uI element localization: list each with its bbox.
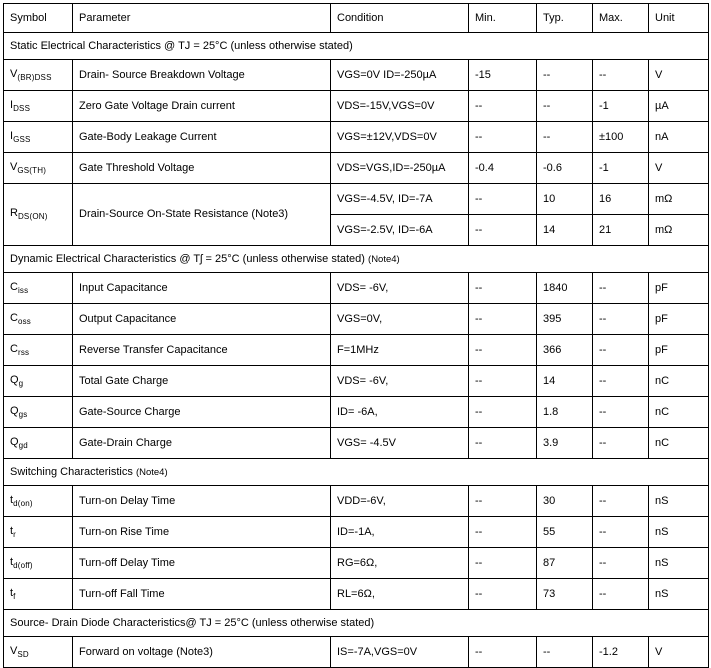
- row-typ: 1.8: [537, 397, 593, 428]
- row-max: 21: [593, 215, 649, 246]
- row-min: --: [469, 184, 537, 215]
- row-symbol: [4, 637, 73, 668]
- symbol-subscript: gs: [18, 410, 28, 419]
- row-unit: µA: [649, 91, 709, 122]
- row-max: -1.2: [593, 637, 649, 668]
- row-max: 16: [593, 184, 649, 215]
- row-max: --: [593, 60, 649, 91]
- row-min: --: [469, 428, 537, 459]
- symbol-main: V: [10, 644, 18, 657]
- row-parameter: Drain-Source On-State Resistance (Note3): [73, 184, 331, 246]
- row-min: --: [469, 579, 537, 610]
- row-parameter: Turn-on Rise Time: [73, 517, 331, 548]
- row-condition: ID=-1A,: [331, 517, 469, 548]
- column-header-unit: Unit: [649, 4, 709, 33]
- row-symbol: [4, 397, 73, 428]
- row-condition: VDS=-15V,VGS=0V: [331, 91, 469, 122]
- symbol-subscript: oss: [17, 317, 32, 326]
- row-symbol: [4, 273, 73, 304]
- row-unit: nC: [649, 428, 709, 459]
- row-parameter: Reverse Transfer Capacitance: [73, 335, 331, 366]
- row-max: ±100: [593, 122, 649, 153]
- table-row: [4, 153, 709, 184]
- column-header-symbol: Symbol: [4, 4, 73, 33]
- row-typ: 366: [537, 335, 593, 366]
- row-symbol: [4, 548, 73, 579]
- symbol-main: Q: [10, 373, 19, 386]
- row-typ: --: [537, 91, 593, 122]
- row-parameter: Turn-off Delay Time: [73, 548, 331, 579]
- row-condition: VGS=-2.5V, ID=-6A: [331, 215, 469, 246]
- section-title-cell: [4, 610, 709, 637]
- row-min: --: [469, 91, 537, 122]
- row-min: --: [469, 366, 537, 397]
- symbol-main: I: [10, 129, 14, 142]
- row-unit: pF: [649, 273, 709, 304]
- column-header-parameter: Parameter: [73, 4, 331, 33]
- symbol-subscript: DS(ON): [17, 212, 48, 222]
- symbol-main: V: [10, 67, 18, 80]
- row-symbol: [4, 517, 73, 548]
- row-symbol: [4, 91, 73, 122]
- row-parameter: Forward on voltage (Note3): [73, 637, 331, 668]
- row-parameter: Total Gate Charge: [73, 366, 331, 397]
- table-row: [4, 184, 709, 215]
- row-max: --: [593, 486, 649, 517]
- column-header-condition: Condition: [331, 4, 469, 33]
- row-symbol: [4, 486, 73, 517]
- row-condition: VGS=-4.5V, ID=-7A: [331, 184, 469, 215]
- symbol-main: t: [10, 524, 14, 537]
- row-parameter: Zero Gate Voltage Drain current: [73, 91, 331, 122]
- table-row: [4, 122, 709, 153]
- section-title-cell: [4, 459, 709, 486]
- symbol-main: C: [10, 342, 18, 355]
- row-parameter: Turn-on Delay Time: [73, 486, 331, 517]
- row-condition: VDS= -6V,: [331, 273, 469, 304]
- row-condition: ID= -6A,: [331, 397, 469, 428]
- symbol-main: t: [10, 586, 14, 599]
- symbol-main: I: [10, 98, 14, 111]
- table-row: [4, 637, 709, 668]
- row-unit: mΩ: [649, 184, 709, 215]
- row-symbol: [4, 304, 73, 335]
- row-min: --: [469, 304, 537, 335]
- row-max: --: [593, 397, 649, 428]
- symbol-main: Q: [10, 435, 19, 448]
- row-min: --: [469, 637, 537, 668]
- row-typ: --: [537, 60, 593, 91]
- row-min: -0.4: [469, 153, 537, 184]
- section-title-text: Static Electrical Characteristics @ TJ = 25°C (unless otherwise stated): [10, 39, 353, 52]
- row-symbol: [4, 153, 73, 184]
- row-max: --: [593, 548, 649, 579]
- section-title-cell: [4, 33, 709, 60]
- table-row: [4, 548, 709, 579]
- section-header-static: [4, 33, 709, 60]
- row-max: -1: [593, 91, 649, 122]
- column-header-max: Max.: [593, 4, 649, 33]
- row-parameter: Turn-off Fall Time: [73, 579, 331, 610]
- table-row: [4, 335, 709, 366]
- row-unit: V: [649, 60, 709, 91]
- row-max: --: [593, 273, 649, 304]
- row-typ: 30: [537, 486, 593, 517]
- symbol-main: t: [10, 555, 14, 568]
- row-typ: --: [537, 122, 593, 153]
- row-unit: nS: [649, 486, 709, 517]
- section-header-dynamic: [4, 246, 709, 273]
- section-title-text: Source- Drain Diode Characteristics@ TJ = 25°C (unless otherwise stated): [10, 616, 375, 629]
- symbol-subscript: d(on): [13, 499, 33, 508]
- row-min: --: [469, 397, 537, 428]
- row-unit: nS: [649, 579, 709, 610]
- row-min: --: [469, 215, 537, 246]
- row-condition: RG=6Ω,: [331, 548, 469, 579]
- row-typ: --: [537, 637, 593, 668]
- row-condition: VGS=±12V,VDS=0V: [331, 122, 469, 153]
- symbol-subscript: gd: [18, 441, 28, 450]
- row-parameter: Input Capacitance: [73, 273, 331, 304]
- row-parameter: Gate Threshold Voltage: [73, 153, 331, 184]
- symbol-subscript: rss: [17, 348, 30, 357]
- row-min: --: [469, 273, 537, 304]
- symbol-subscript: f: [13, 592, 16, 601]
- row-unit: mΩ: [649, 215, 709, 246]
- row-typ: 10: [537, 184, 593, 215]
- symbol-main: Q: [10, 404, 19, 417]
- symbol-main: C: [10, 311, 18, 324]
- symbol-subscript: GSS: [13, 135, 31, 144]
- table-row: [4, 397, 709, 428]
- symbol-subscript: (BR)DSS: [17, 73, 52, 82]
- table-row: [4, 60, 709, 91]
- table-row: [4, 304, 709, 335]
- row-condition: VGS=0V,: [331, 304, 469, 335]
- row-max: --: [593, 428, 649, 459]
- row-max: --: [593, 579, 649, 610]
- row-unit: pF: [649, 335, 709, 366]
- symbol-subscript: DSS: [13, 104, 31, 113]
- symbol-subscript: GS(TH): [17, 166, 47, 175]
- row-symbol: [4, 428, 73, 459]
- symbol-subscript: iss: [17, 286, 29, 295]
- row-parameter: Gate-Source Charge: [73, 397, 331, 428]
- symbol-main: V: [10, 160, 18, 173]
- row-condition: F=1MHz: [331, 335, 469, 366]
- row-symbol: [4, 60, 73, 91]
- row-min: --: [469, 122, 537, 153]
- row-max: -1: [593, 153, 649, 184]
- row-symbol: [4, 579, 73, 610]
- row-min: --: [469, 517, 537, 548]
- table-row: [4, 486, 709, 517]
- row-unit: nC: [649, 366, 709, 397]
- table-row: [4, 91, 709, 122]
- row-condition: VDS=VGS,ID=-250µA: [331, 153, 469, 184]
- section-title-text: Switching Characteristics: [10, 465, 133, 478]
- section-header-switching: [4, 459, 709, 486]
- section-title-cell: [4, 246, 709, 273]
- table-header-row: [4, 4, 709, 33]
- symbol-subscript: r: [13, 530, 16, 539]
- row-symbol: [4, 335, 73, 366]
- row-unit: V: [649, 637, 709, 668]
- table-row: [4, 579, 709, 610]
- row-condition: VDD=-6V,: [331, 486, 469, 517]
- row-typ: 3.9: [537, 428, 593, 459]
- row-parameter: Drain- Source Breakdown Voltage: [73, 60, 331, 91]
- row-unit: nA: [649, 122, 709, 153]
- symbol-subscript: SD: [17, 650, 29, 659]
- row-min: -15: [469, 60, 537, 91]
- row-max: --: [593, 304, 649, 335]
- row-condition: VGS= -4.5V: [331, 428, 469, 459]
- symbol-main: t: [10, 493, 14, 506]
- electrical-characteristics-table: [3, 3, 709, 668]
- symbol-subscript: d(off): [13, 561, 33, 570]
- row-typ: 1840: [537, 273, 593, 304]
- table-row: [4, 366, 709, 397]
- row-condition: VGS=0V ID=-250µA: [331, 60, 469, 91]
- symbol-subscript: g: [18, 379, 24, 388]
- row-unit: pF: [649, 304, 709, 335]
- row-min: --: [469, 548, 537, 579]
- table-row: [4, 428, 709, 459]
- row-parameter: Gate-Drain Charge: [73, 428, 331, 459]
- column-header-min: Min.: [469, 4, 537, 33]
- row-typ: 395: [537, 304, 593, 335]
- row-condition: VDS= -6V,: [331, 366, 469, 397]
- row-typ: 55: [537, 517, 593, 548]
- row-typ: -0.6: [537, 153, 593, 184]
- row-condition: RL=6Ω,: [331, 579, 469, 610]
- row-typ: 14: [537, 366, 593, 397]
- symbol-main: R: [10, 207, 18, 220]
- row-condition: IS=-7A,VGS=0V: [331, 637, 469, 668]
- row-typ: 14: [537, 215, 593, 246]
- row-symbol: [4, 184, 73, 246]
- row-min: --: [469, 335, 537, 366]
- row-unit: nS: [649, 517, 709, 548]
- row-unit: nC: [649, 397, 709, 428]
- row-max: --: [593, 366, 649, 397]
- table-row: [4, 273, 709, 304]
- row-symbol: [4, 366, 73, 397]
- row-max: --: [593, 335, 649, 366]
- row-parameter: Output Capacitance: [73, 304, 331, 335]
- column-header-typ: Typ.: [537, 4, 593, 33]
- row-min: --: [469, 486, 537, 517]
- row-unit: nS: [649, 548, 709, 579]
- section-title-text: Dynamic Electrical Characteristics @ Tʃ = 25°C (unless otherwise stated): [10, 252, 365, 265]
- table-row: [4, 517, 709, 548]
- section-note: (Note4): [368, 253, 400, 265]
- row-max: --: [593, 517, 649, 548]
- symbol-main: C: [10, 280, 18, 293]
- row-symbol: [4, 122, 73, 153]
- row-unit: V: [649, 153, 709, 184]
- row-typ: 87: [537, 548, 593, 579]
- row-typ: 73: [537, 579, 593, 610]
- section-note: (Note4): [135, 466, 168, 478]
- section-header-source-drain-diode: [4, 610, 709, 637]
- row-parameter: Gate-Body Leakage Current: [73, 122, 331, 153]
